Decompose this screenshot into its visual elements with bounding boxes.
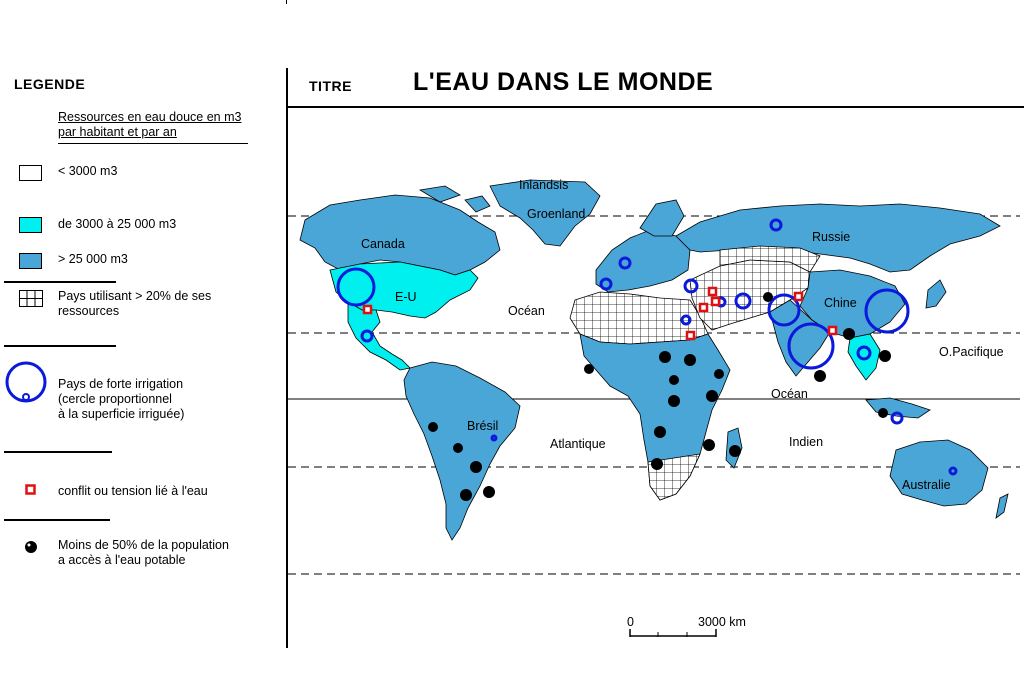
legend-use-line2: ressources: [58, 304, 120, 318]
access-dot: [460, 489, 472, 501]
map-title: L'EAU DANS LE MONDE: [413, 68, 714, 96]
label-ocean-indien: Océan: [771, 387, 808, 401]
indonesia: [866, 398, 930, 418]
access-dot: [470, 461, 482, 473]
scale-distance-label: 3000 km: [698, 615, 746, 629]
legend-access-line2: a accès à l'eau potable: [58, 553, 186, 567]
access-dot: [668, 395, 680, 407]
access-dot: [703, 439, 715, 451]
access-dot: [651, 458, 663, 470]
conflict-marker-turkey-syria: [709, 288, 716, 295]
label-canada: Canada: [361, 237, 405, 251]
legend-conflict-label: conflit ou tension lié à l'eau: [58, 484, 208, 498]
label-groenland: Groenland: [527, 207, 586, 221]
access-dot: [483, 486, 495, 498]
legend-subtitle-line2: par habitant et par an: [58, 125, 177, 139]
scandinavia: [640, 200, 684, 236]
legend-low-label: < 3000 m3: [58, 164, 118, 178]
conflict-marker-nile: [687, 332, 694, 339]
access-dot: [714, 369, 724, 379]
conflict-marker-ganges: [829, 327, 836, 334]
label-opacifique: O.Pacifique: [939, 345, 1004, 359]
legend-mid-label: de 3000 à 25 000 m3: [58, 217, 177, 231]
australia: [890, 440, 988, 506]
legend-irrig-line3: à la superficie irriguée): [58, 407, 185, 421]
label-atlantique: Atlantique: [550, 437, 606, 451]
access-dot: [453, 443, 463, 453]
new-zealand: [996, 494, 1008, 518]
access-dot: [669, 375, 679, 385]
legend-irrig-line1: Pays de forte irrigation: [58, 377, 184, 391]
access-dot: [428, 422, 438, 432]
conflict-marker-iraq: [712, 298, 719, 305]
label-ocean-atlantic: Océan: [508, 304, 545, 318]
access-dot: [654, 426, 666, 438]
access-dot: [763, 292, 773, 302]
label-russie: Russie: [812, 230, 851, 244]
label-indien: Indien: [789, 435, 824, 449]
legend-high-label: > 25 000 m3: [58, 252, 128, 266]
access-dot: [584, 364, 594, 374]
conflict-marker-kashmir: [795, 293, 802, 300]
scale-bar: [627, 615, 746, 637]
label-bresil: Brésil: [467, 419, 499, 433]
irrigation-circle-indonesia: [892, 413, 902, 423]
access-dot: [706, 390, 718, 402]
access-dot: [684, 354, 696, 366]
label-australie: Australie: [902, 478, 951, 492]
legend-heading: LEGENDE: [14, 76, 86, 92]
access-dot: [843, 328, 855, 340]
conflict-marker-usa-mexico: [364, 306, 371, 313]
access-dot: [659, 351, 671, 363]
access-dot: [814, 370, 826, 382]
legend-access-line1: Moins de 50% de la population: [58, 538, 229, 552]
access-dot: [879, 350, 891, 362]
label-inlandsis: Inlandsis: [519, 178, 569, 192]
label-chine: Chine: [824, 296, 857, 310]
access-dot: [729, 445, 741, 457]
label-eu: E-U: [395, 290, 417, 304]
japan: [926, 280, 946, 308]
titre-label: TITRE: [309, 78, 352, 94]
legend-irrig-line2: (cercle proportionnel: [58, 392, 172, 406]
legend-subtitle-line1: Ressources en eau douce en m3: [58, 110, 242, 124]
southeast-asia: [848, 334, 880, 380]
legend-use-line1: Pays utilisant > 20% de ses: [58, 289, 212, 303]
conflict-marker-israel: [700, 304, 707, 311]
access-dot: [878, 408, 888, 418]
scale-zero-label: 0: [627, 615, 634, 629]
